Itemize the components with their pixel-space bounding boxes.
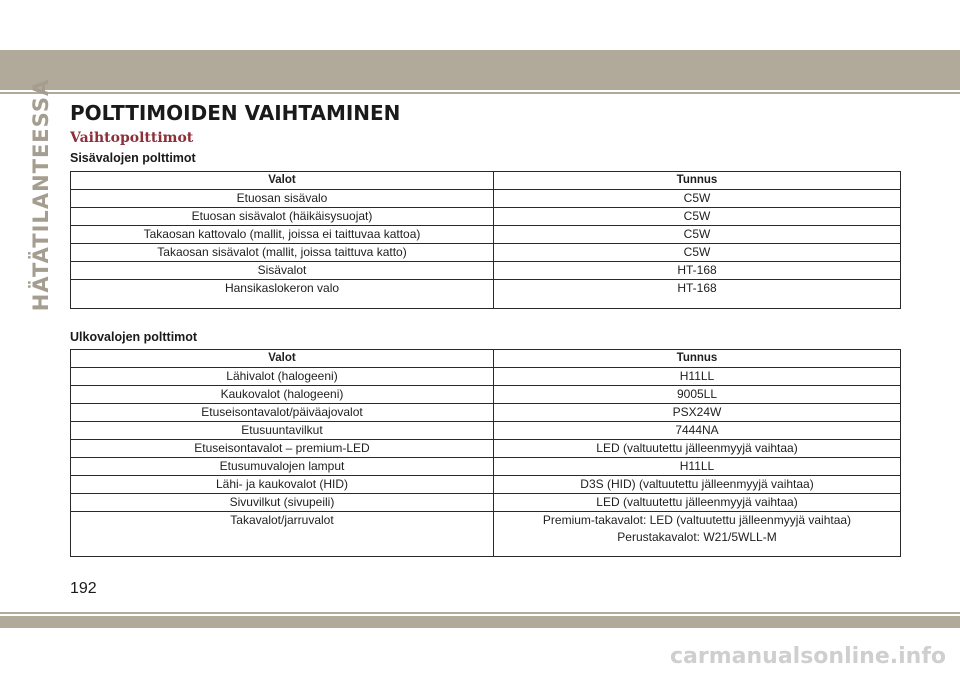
page-title: POLTTIMOIDEN VAIHTAMINEN — [70, 101, 401, 125]
cell-bulb-code: C5W — [494, 190, 901, 208]
cell-bulb-code: H11LL — [494, 458, 901, 476]
table-row — [71, 244, 901, 262]
cell-bulb-code: C5W — [494, 208, 901, 226]
cell-bulb-code: LED (valtuutettu jälleenmyyjä vaihtaa) — [494, 440, 901, 458]
cell-bulb-code: C5W — [494, 244, 901, 262]
cell-light-name: Etuosan sisävalo — [71, 190, 494, 208]
cell-light-name: Etuseisontavalot/päiväajovalot — [71, 404, 494, 422]
cell-light-name: Takavalot/jarruvalot — [71, 512, 494, 557]
column-header-code: Tunnus — [494, 172, 901, 190]
cell-bulb-code: C5W — [494, 226, 901, 244]
table-row — [71, 422, 901, 440]
cell-light-name: Takaosan kattovalo (mallit, joissa ei taittuvaa kattoa) — [71, 226, 494, 244]
cell-bulb-code: HT-168 — [494, 262, 901, 280]
header-band — [0, 50, 960, 90]
column-header-code: Tunnus — [494, 350, 901, 368]
cell-light-name: Etuseisontavalot – premium-LED — [71, 440, 494, 458]
table-row — [71, 386, 901, 404]
cell-light-name: Sivuvilkut (sivupeili) — [71, 494, 494, 512]
table-row — [71, 440, 901, 458]
cell-light-name: Takaosan sisävalot (mallit, joissa taittuva katto) — [71, 244, 494, 262]
section-title: Vaihtopolttimot — [70, 130, 194, 146]
table-row — [71, 208, 901, 226]
interior-bulbs-title: Sisävalojen polttimot — [70, 151, 196, 165]
cell-bulb-code: 9005LL — [494, 386, 901, 404]
table-row — [71, 512, 901, 557]
table-header-row — [71, 172, 901, 190]
table-row — [71, 226, 901, 244]
table-row — [71, 404, 901, 422]
table-row — [71, 280, 901, 309]
watermark: carmanualsonline.info — [670, 644, 946, 669]
cell-light-name: Lähivalot (halogeeni) — [71, 368, 494, 386]
page-number: 192 — [70, 580, 97, 597]
cell-light-name: Sisävalot — [71, 262, 494, 280]
exterior-bulbs-title: Ulkovalojen polttimot — [70, 330, 198, 344]
header-rule — [0, 92, 960, 94]
cell-light-name: Hansikaslokeron valo — [71, 280, 494, 309]
table-row — [71, 494, 901, 512]
interior-bulbs-table — [70, 171, 901, 309]
cell-light-name: Etuosan sisävalot (häikäisysuojat) — [71, 208, 494, 226]
side-tab-label: HÄTÄTILANTEESSA — [29, 78, 53, 312]
cell-light-name: Etusuuntavilkut — [71, 422, 494, 440]
table-header-row — [71, 350, 901, 368]
cell-bulb-code: LED (valtuutettu jälleenmyyjä vaihtaa) — [494, 494, 901, 512]
cell-bulb-code: H11LL — [494, 368, 901, 386]
cell-bulb-code: 7444NA — [494, 422, 901, 440]
table-row — [71, 190, 901, 208]
cell-light-name: Etusumuvalojen lamput — [71, 458, 494, 476]
table-row — [71, 458, 901, 476]
cell-light-name: Lähi- ja kaukovalot (HID) — [71, 476, 494, 494]
cell-bulb-code: PSX24W — [494, 404, 901, 422]
table-row — [71, 262, 901, 280]
column-header-lights: Valot — [71, 172, 494, 190]
exterior-bulbs-table — [70, 349, 901, 557]
table-row — [71, 476, 901, 494]
cell-bulb-code: Premium-takavalot: LED (valtuutettu jälleenmyyjä vaihtaa) Perustakavalot: W21/5WLL-M — [494, 512, 901, 557]
footer-band — [0, 616, 960, 628]
table-row — [71, 368, 901, 386]
cell-light-name: Kaukovalot (halogeeni) — [71, 386, 494, 404]
cell-bulb-code: D3S (HID) (valtuutettu jälleenmyyjä vaihtaa) — [494, 476, 901, 494]
side-tab — [28, 78, 54, 312]
column-header-lights: Valot — [71, 350, 494, 368]
footer-rule — [0, 612, 960, 614]
cell-bulb-code: HT-168 — [494, 280, 901, 309]
